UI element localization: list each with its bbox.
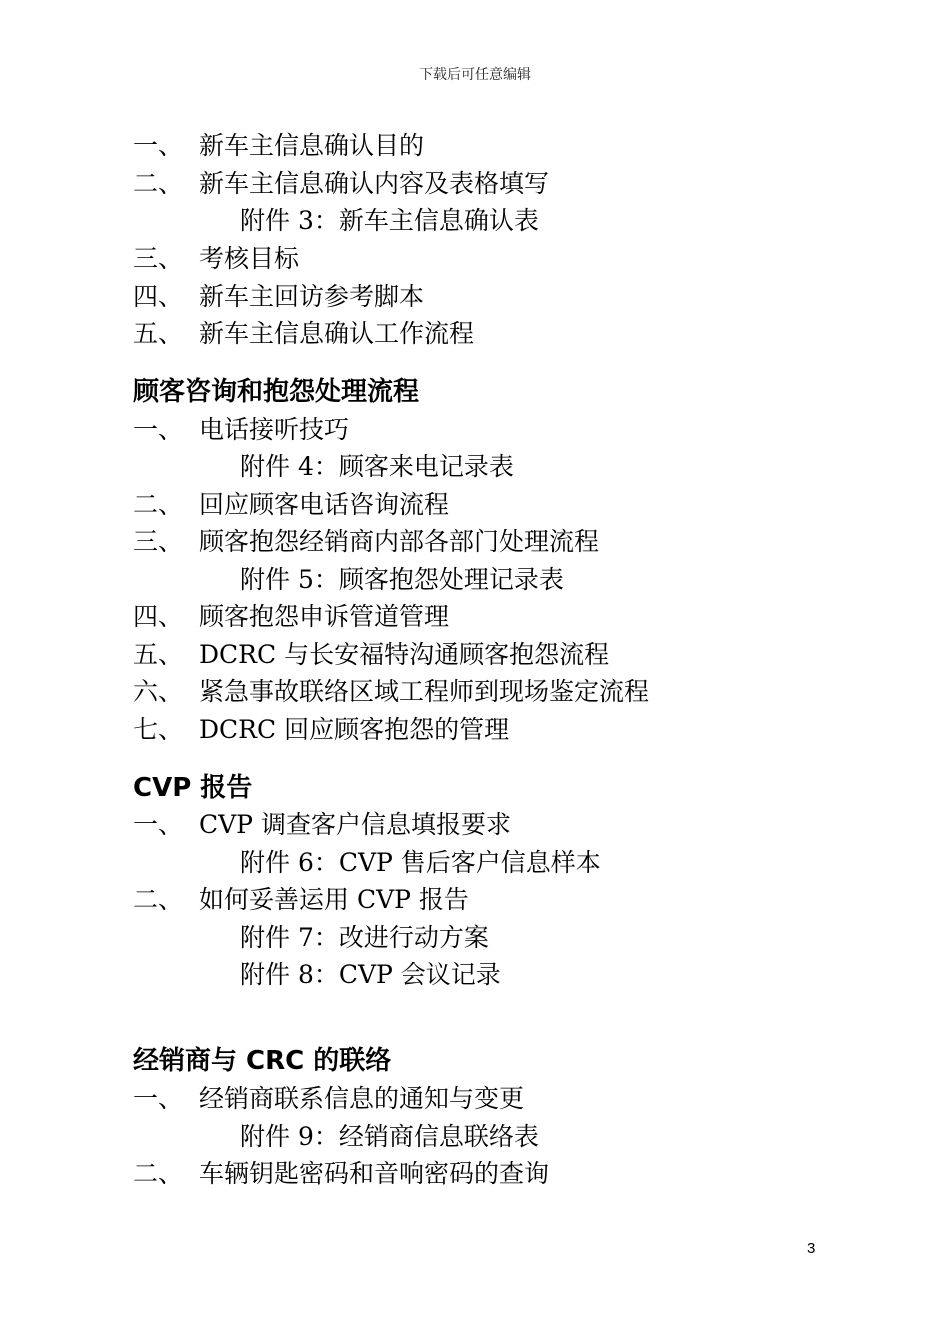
section-heading: CVP 报告 bbox=[133, 773, 253, 803]
item-text: DCRC 回应顾客抱怨的管理 bbox=[199, 715, 510, 744]
item-number: 七、 bbox=[133, 715, 184, 744]
item-number: 二、 bbox=[133, 490, 184, 519]
item-text: 如何妥善运用 CVP 报告 bbox=[199, 885, 469, 914]
item-text: 新车主信息确认内容及表格填写 bbox=[199, 169, 550, 198]
toc-item bbox=[133, 527, 599, 557]
item-text: 考核目标 bbox=[199, 244, 300, 273]
item-number: 一、 bbox=[133, 810, 184, 839]
attachment-item: 附件 3：新车主信息确认表 bbox=[240, 206, 539, 235]
toc-item bbox=[133, 715, 509, 745]
item-number: 一、 bbox=[133, 131, 184, 160]
page-header: 下载后可任意编辑 bbox=[419, 67, 531, 83]
item-text: 顾客抱怨申诉管道管理 bbox=[199, 602, 450, 631]
toc-item bbox=[133, 677, 649, 707]
toc-item bbox=[133, 244, 299, 274]
toc-item bbox=[133, 490, 449, 520]
item-text: 顾客抱怨经销商内部各部门处理流程 bbox=[199, 527, 600, 556]
item-text: 紧急事故联络区域工程师到现场鉴定流程 bbox=[199, 677, 650, 706]
item-text: CVP 调查客户信息填报要求 bbox=[199, 810, 511, 839]
toc-item bbox=[133, 319, 474, 349]
item-number: 二、 bbox=[133, 169, 184, 198]
toc-item bbox=[133, 415, 349, 445]
item-text: 经销商联系信息的通知与变更 bbox=[199, 1084, 525, 1113]
toc-item bbox=[133, 640, 609, 670]
item-number: 三、 bbox=[133, 527, 184, 556]
attachment-item: 附件 8：CVP 会议记录 bbox=[240, 960, 501, 989]
toc-item bbox=[133, 1084, 524, 1114]
item-text: 新车主回访参考脚本 bbox=[199, 282, 425, 311]
item-number: 六、 bbox=[133, 677, 184, 706]
item-number: 二、 bbox=[133, 1159, 184, 1188]
item-number: 二、 bbox=[133, 885, 184, 914]
item-number: 五、 bbox=[133, 640, 184, 669]
section-heading: 顾客咨询和抱怨处理流程 bbox=[133, 377, 420, 407]
item-text: 新车主信息确认工作流程 bbox=[199, 319, 475, 348]
item-number: 四、 bbox=[133, 602, 184, 631]
attachment-item: 附件 7：改进行动方案 bbox=[240, 923, 489, 952]
section-heading: 经销商与 CRC 的联络 bbox=[133, 1046, 392, 1076]
toc-item bbox=[133, 810, 511, 840]
toc-item bbox=[133, 282, 424, 312]
item-number: 一、 bbox=[133, 1084, 184, 1113]
item-text: 新车主信息确认目的 bbox=[199, 131, 425, 160]
item-text: 电话接听技巧 bbox=[199, 415, 350, 444]
toc-item bbox=[133, 602, 449, 632]
toc-item bbox=[133, 169, 549, 199]
attachment-item: 附件 6：CVP 售后客户信息样本 bbox=[240, 848, 601, 877]
toc-item bbox=[133, 885, 469, 915]
attachment-item: 附件 9：经销商信息联络表 bbox=[240, 1122, 539, 1151]
attachment-item: 附件 5：顾客抱怨处理记录表 bbox=[240, 565, 564, 594]
item-text: DCRC 与长安福特沟通顾客抱怨流程 bbox=[199, 640, 610, 669]
toc-item bbox=[133, 1159, 549, 1189]
item-text: 车辆钥匙密码和音响密码的查询 bbox=[199, 1159, 550, 1188]
item-number: 三、 bbox=[133, 244, 184, 273]
item-text: 回应顾客电话咨询流程 bbox=[199, 490, 450, 519]
item-number: 一、 bbox=[133, 415, 184, 444]
page-number: 3 bbox=[807, 1240, 816, 1257]
item-number: 四、 bbox=[133, 282, 184, 311]
toc-item bbox=[133, 131, 424, 161]
attachment-item: 附件 4：顾客来电记录表 bbox=[240, 452, 514, 481]
item-number: 五、 bbox=[133, 319, 184, 348]
